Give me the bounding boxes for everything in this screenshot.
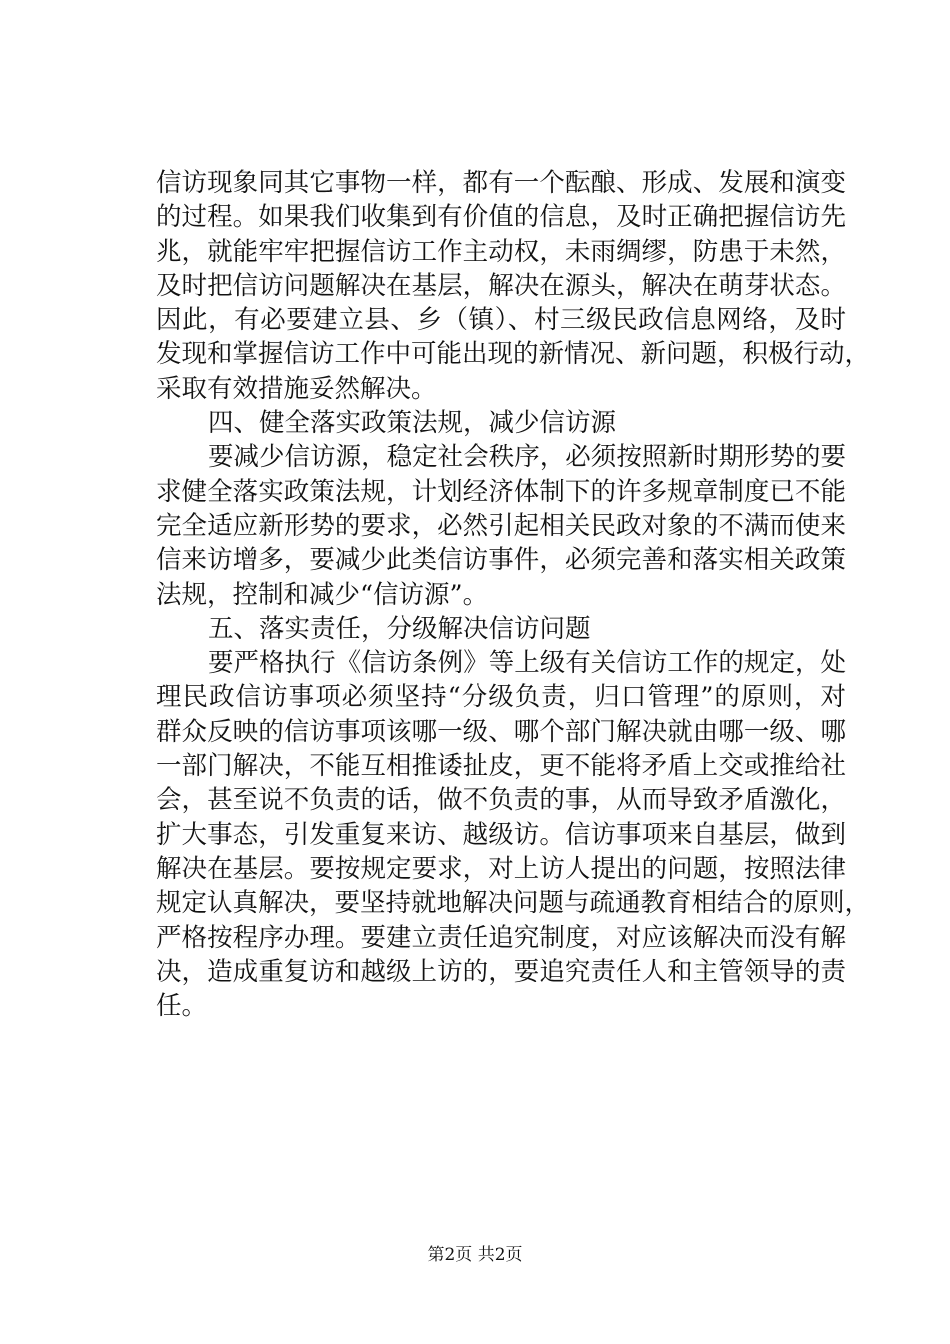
text-line: 及时把信访问题解决在基层，解决在源头，解决在萌芽状态。 — [156, 270, 846, 301]
text-line: 会，甚至说不负责的话，做不负责的事，从而导致矛盾激化， — [156, 785, 846, 816]
text-line: 发现和掌握信访工作中可能出现的新情况、新问题，积极行动， — [156, 339, 871, 370]
text-line: 规定认真解决，要坚持就地解决问题与疏通教育相结合的原则， — [156, 888, 871, 919]
text-line: 兆，就能牢牢把握信访工作主动权，未雨绸缪，防患于未然， — [156, 236, 846, 267]
text-line: 一部门解决，不能互相推诿扯皮，更不能将矛盾上交或推给社 — [156, 751, 846, 782]
text-line: 严格按程序办理。要建立责任追究制度，对应该解决而没有解 — [156, 922, 846, 953]
text-line: 信访现象同其它事物一样，都有一个酝酿、形成、发展和演变 — [156, 168, 846, 198]
text-line: 解决在基层。要按规定要求，对上访人提出的问题，按照法律 — [156, 853, 846, 884]
section-heading: 五、落实责任，分级解决信访问题 — [208, 613, 591, 644]
text-line: 任。 — [156, 991, 208, 1022]
page-number: 第2页 共2页 — [427, 1245, 523, 1265]
text-line: 要减少信访源，稳定社会秩序，必须按照新时期形势的要 — [208, 442, 846, 473]
document-body — [156, 166, 871, 1023]
text-line: 理民政信访事项必须坚持“分级负责，归口管理”的原则，对 — [156, 682, 846, 713]
section-heading: 四、健全落实政策法规，减少信访源 — [208, 408, 617, 439]
text-line: 信来访增多，要减少此类信访事件，必须完善和落实相关政策 — [156, 545, 846, 576]
text-line: 群众反映的信访事项该哪一级、哪个部门解决就由哪一级、哪 — [156, 716, 846, 747]
text-line: 扩大事态，引发重复来访、越级访。信访事项来自基层，做到 — [156, 819, 846, 850]
text-line: 法规，控制和减少“信访源”。 — [156, 579, 489, 610]
text-line: 因此，有必要建立县、乡（镇）、村三级民政信息网络，及时 — [156, 305, 846, 336]
text-line: 采取有效措施妥然解决。 — [156, 373, 437, 404]
text-line: 要严格执行《信访条例》等上级有关信访工作的规定，处 — [208, 648, 846, 679]
text-line: 完全适应新形势的要求，必然引起相关民政对象的不满而使来 — [156, 510, 846, 541]
text-line: 求健全落实政策法规，计划经济体制下的许多规章制度已不能 — [156, 476, 846, 507]
text-line: 的过程。如果我们收集到有价值的信息，及时正确把握信访先 — [156, 202, 846, 233]
text-line: 决，造成重复访和越级上访的，要追究责任人和主管领导的责 — [156, 956, 846, 987]
